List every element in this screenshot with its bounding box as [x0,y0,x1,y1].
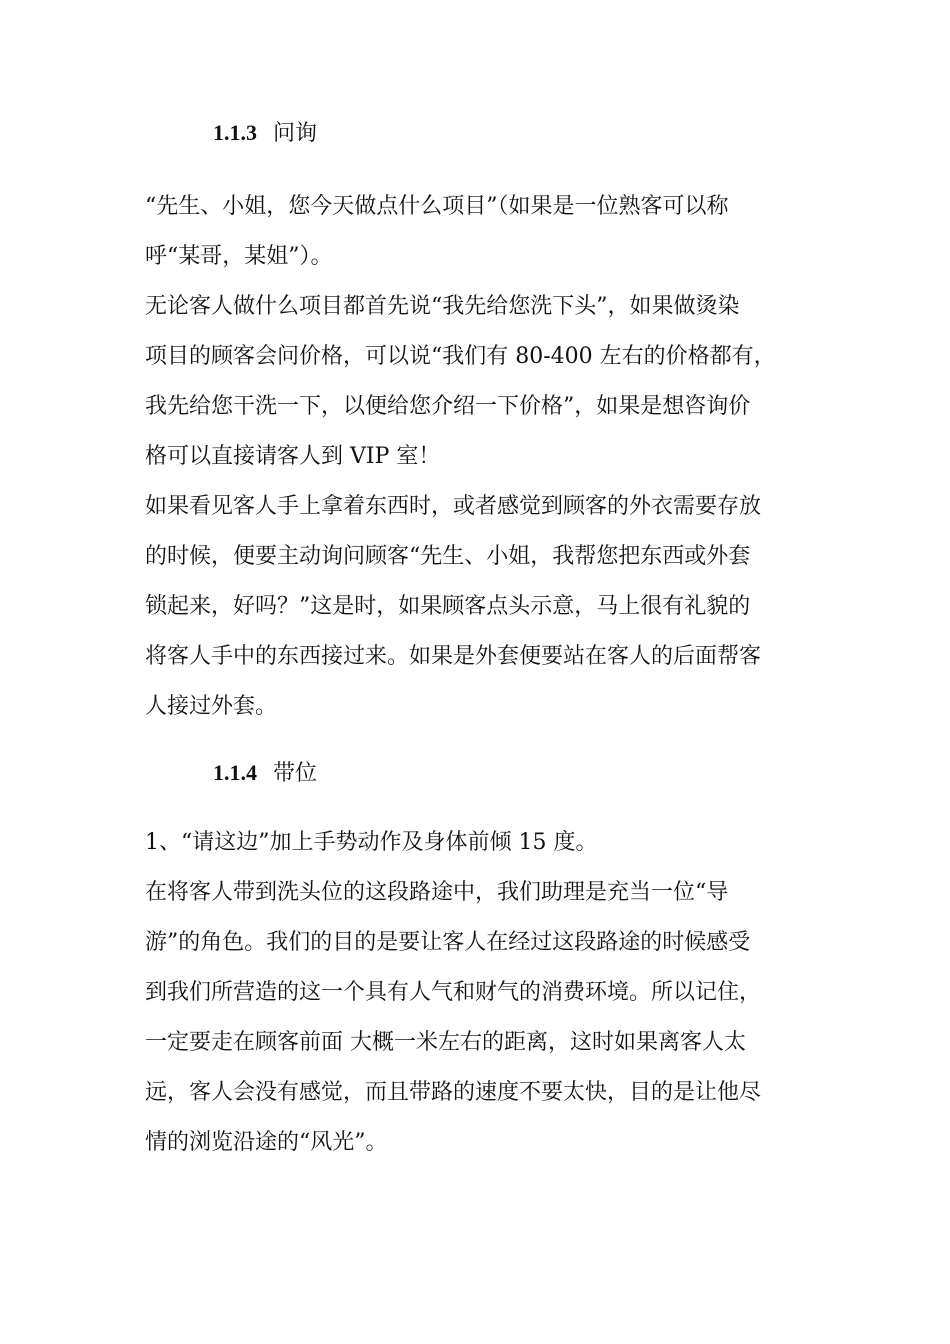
paragraph-line: 在将客人带到洗头位的这段路途中，我们助理是充当一位“导 [145,880,729,905]
section-number: 1.1.3 [213,120,257,145]
paragraph-line: 人接过外套。 [145,694,278,719]
paragraph-line: 如果看见客人手上拿着东西时，或者感觉到顾客的外衣需要存放 [145,494,762,519]
section-number: 1.1.4 [213,760,257,785]
section-heading-1-1-4 [213,758,317,789]
paragraph-line: 到我们所营造的这一个具有人气和财气的消费环境。所以记住， [145,980,762,1005]
paragraph-line: 呼“某哥，某姐”）。 [145,244,333,269]
paragraph-line: 情的浏览沿途的“风光”。 [145,1130,388,1155]
paragraph-line: “先生、小姐，您今天做点什么项目”（如果是一位熟客可以称 [145,194,729,219]
paragraph-line: 我先给您干洗一下，以便给您介绍一下价格”，如果是想咨询价 [145,394,751,419]
section-title: 带位 [273,761,318,786]
section-heading-1-1-3 [213,118,317,149]
section-body-1-1-3 [145,182,813,732]
paragraph-line: 一定要走在顾客前面 大概一米左右的距离，这时如果离客人太 [145,1030,746,1055]
paragraph-line: 将客人手中的东西接过来。如果是外套便要站在客人的后面帮客 [145,644,762,669]
paragraph-line: 锁起来，好吗？”这是时，如果顾客点头示意，马上很有礼貌的 [145,594,751,619]
paragraph-line: 项目的顾客会问价格，可以说“我们有 80-400 左右的价格都有， [145,344,776,369]
paragraph-line: 游”的角色。我们的目的是要让客人在经过这段路途的时候感受 [145,930,751,955]
section-title: 问询 [273,121,318,146]
paragraph-line: 格可以直接请客人到 VIP 室！ [145,444,441,469]
section-body-1-1-4 [145,818,813,1168]
paragraph-line: 远，客人会没有感觉，而且带路的速度不要太快，目的是让他尽 [145,1080,762,1105]
paragraph-line: 1、“请这边”加上手势动作及身体前倾 15 度。 [145,830,598,855]
paragraph-line: 的时候，便要主动询问顾客“先生、小姐，我帮您把东西或外套 [145,544,751,569]
paragraph-line: 无论客人做什么项目都首先说“我先给您洗下头”，如果做烫染 [145,294,740,319]
